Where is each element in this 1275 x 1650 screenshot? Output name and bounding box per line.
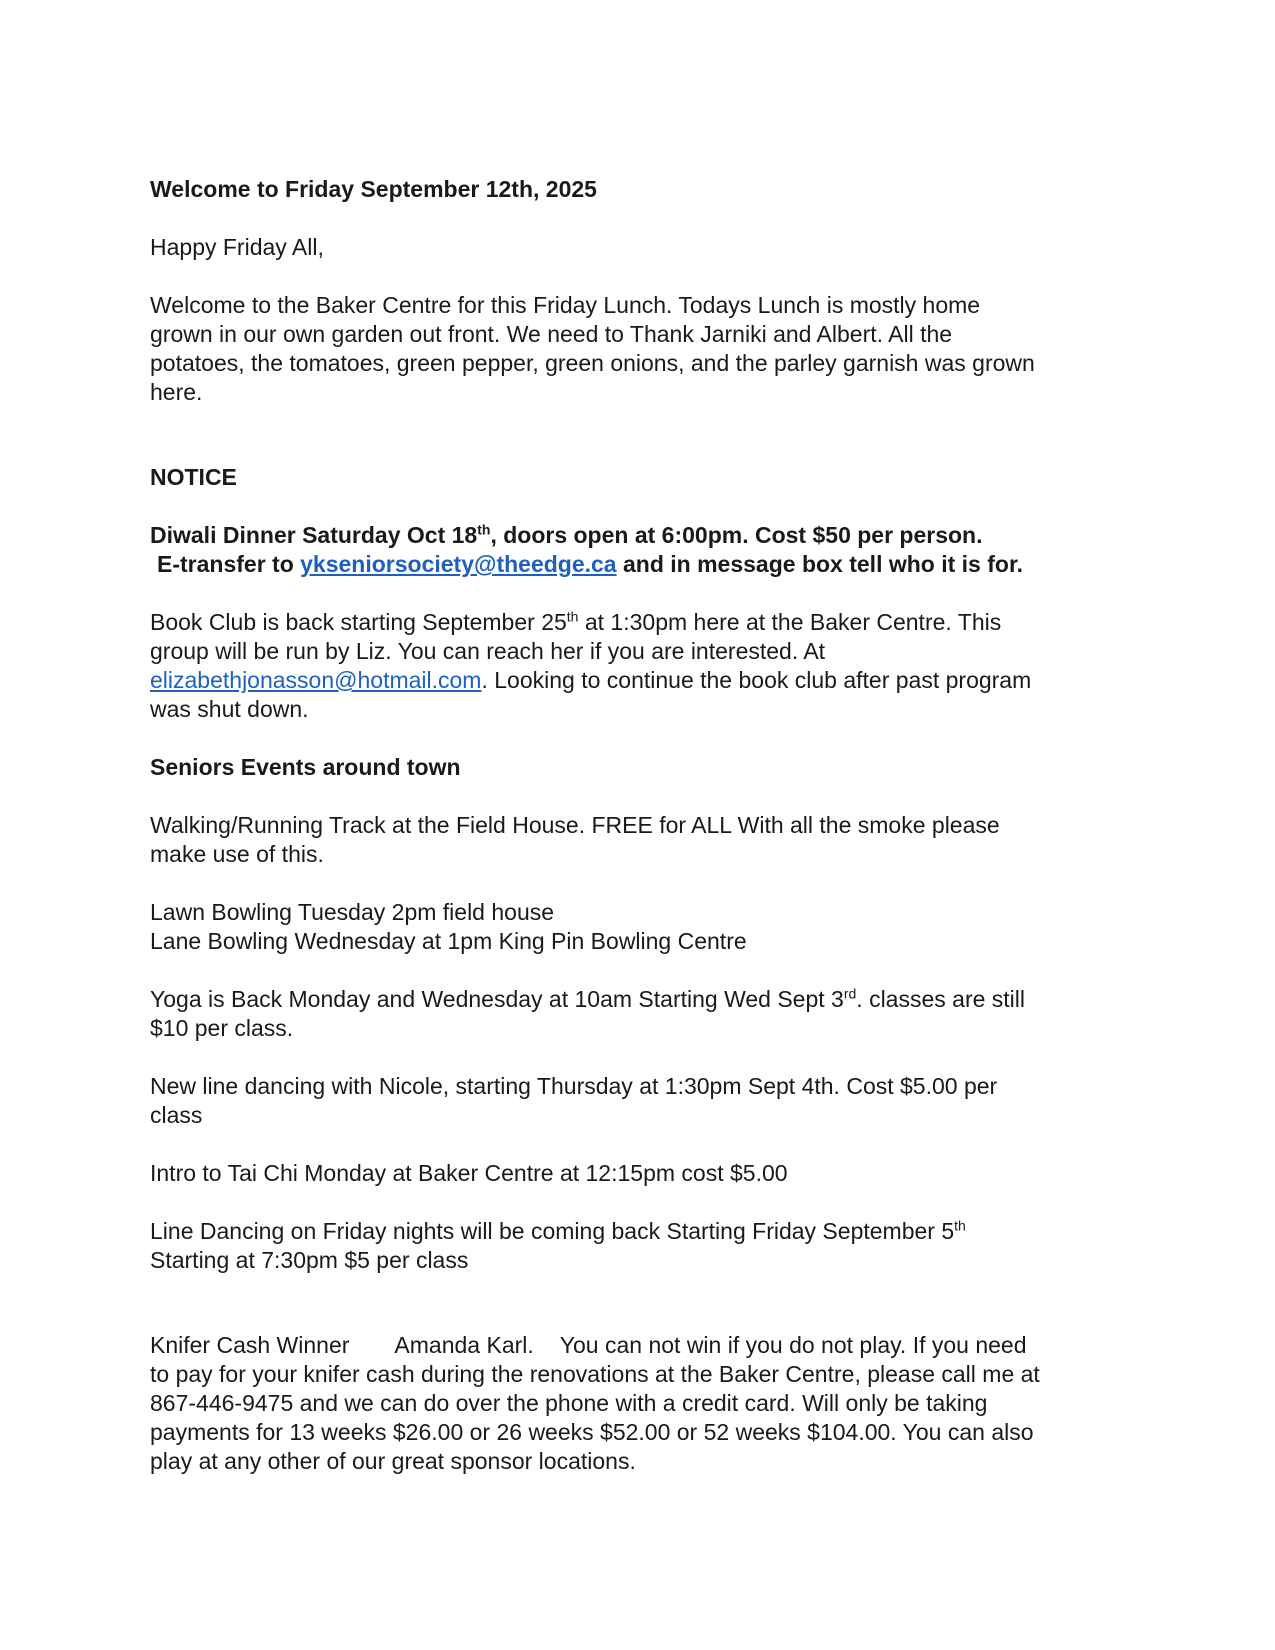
line-dancing-item (150, 1072, 1125, 1130)
superscript: th (566, 608, 579, 625)
event-line: New line dancing with Nicole, starting Thursday at 1:30pm Sept 4th. Cost $5.00 per (150, 1073, 998, 1099)
welcome-line: Welcome to the Baker Centre for this Friday Lunch. Todays Lunch is mostly home (150, 292, 981, 318)
event-text: Yoga is Back Monday and Wednesday at 10am Starting Wed Sept 3 (150, 986, 844, 1012)
book-club-text: at 1:30pm here at the Baker Centre. This (578, 609, 1002, 635)
diwali-text: E-transfer to (157, 551, 301, 577)
event-line: Lane Bowling Wednesday at 1pm King Pin Bowling Centre (150, 928, 747, 954)
book-club-text: Book Club is back starting September 25 (150, 609, 567, 635)
book-club-paragraph (150, 608, 1125, 724)
knifer-line: 867-446-9475 and we can do over the phone with a credit card. Will only be taking (150, 1390, 988, 1416)
knifer-line: to pay for your knifer cash during the renovations at the Baker Centre, please call me at (150, 1361, 1040, 1387)
superscript: rd (843, 985, 857, 1002)
diwali-text: , doors open at 6:00pm. Cost $50 per person. (490, 522, 983, 548)
events-heading: Seniors Events around town (150, 754, 461, 780)
greeting: Happy Friday All, (150, 234, 324, 260)
event-line: class (150, 1102, 203, 1128)
notice-heading: NOTICE (150, 464, 237, 490)
knifer-winner: Amanda Karl. (394, 1332, 534, 1358)
event-line (150, 985, 1125, 1014)
event-line: Starting at 7:30pm $5 per class (150, 1247, 469, 1273)
diwali-text: and in message box tell who it is for. (616, 551, 1024, 577)
page-title: Welcome to Friday September 12th, 2025 (150, 176, 597, 202)
event-line: make use of this. (150, 841, 324, 867)
bowling-items (150, 898, 1125, 956)
knifer-line: play at any other of our great sponsor locations. (150, 1448, 636, 1474)
welcome-line: grown in our own garden out front. We need to Thank Jarniki and Albert. All the (150, 321, 953, 347)
diwali-notice (150, 521, 1125, 579)
event-line (150, 1217, 1125, 1246)
welcome-line: here. (150, 379, 203, 405)
walking-track-item (150, 811, 1125, 869)
newsletter-page (150, 175, 1125, 1476)
tai-chi-item: Intro to Tai Chi Monday at Baker Centre at 12:15pm cost $5.00 (150, 1160, 788, 1186)
event-line: Lawn Bowling Tuesday 2pm field house (150, 899, 555, 925)
welcome-line: potatoes, the tomatoes, green pepper, green onions, and the parley garnish was grown (150, 350, 1035, 376)
book-club-line: group will be run by Liz. You can reach her if you are interested. At (150, 638, 826, 664)
knifer-line (150, 1331, 1125, 1360)
diwali-line-1 (150, 521, 1125, 550)
event-text: Line Dancing on Friday nights will be coming back Starting Friday September 5 (150, 1218, 955, 1244)
knifer-line: payments for 13 weeks $26.00 or 26 weeks $52.00 or 52 weeks $104.00. You can also (150, 1419, 1034, 1445)
knifer-cash-paragraph (150, 1331, 1125, 1476)
knifer-label: Knifer Cash Winner (150, 1332, 350, 1358)
superscript: th (477, 521, 491, 538)
book-club-line: was shut down. (150, 696, 309, 722)
event-text: . classes are still (856, 986, 1026, 1012)
book-club-line (150, 608, 1125, 637)
event-line: $10 per class. (150, 1015, 294, 1041)
diwali-text: Diwali Dinner Saturday Oct 18 (150, 522, 478, 548)
event-line: Walking/Running Track at the Field House. FREE for ALL With all the smoke please (150, 812, 1000, 838)
superscript: th (954, 1217, 966, 1234)
welcome-paragraph (150, 291, 1125, 407)
knifer-text: You can not win if you do not play. If you need (559, 1332, 1027, 1358)
society-email-link[interactable]: ykseniorsociety@theedge.ca (300, 551, 617, 577)
book-club-text: . Looking to continue the book club after past program (481, 667, 1032, 693)
book-club-line (150, 666, 1125, 695)
friday-dancing-item (150, 1217, 1125, 1275)
yoga-item (150, 985, 1125, 1043)
diwali-line-2 (150, 550, 1125, 579)
liz-email-link[interactable]: elizabethjonasson@hotmail.com (150, 667, 482, 693)
